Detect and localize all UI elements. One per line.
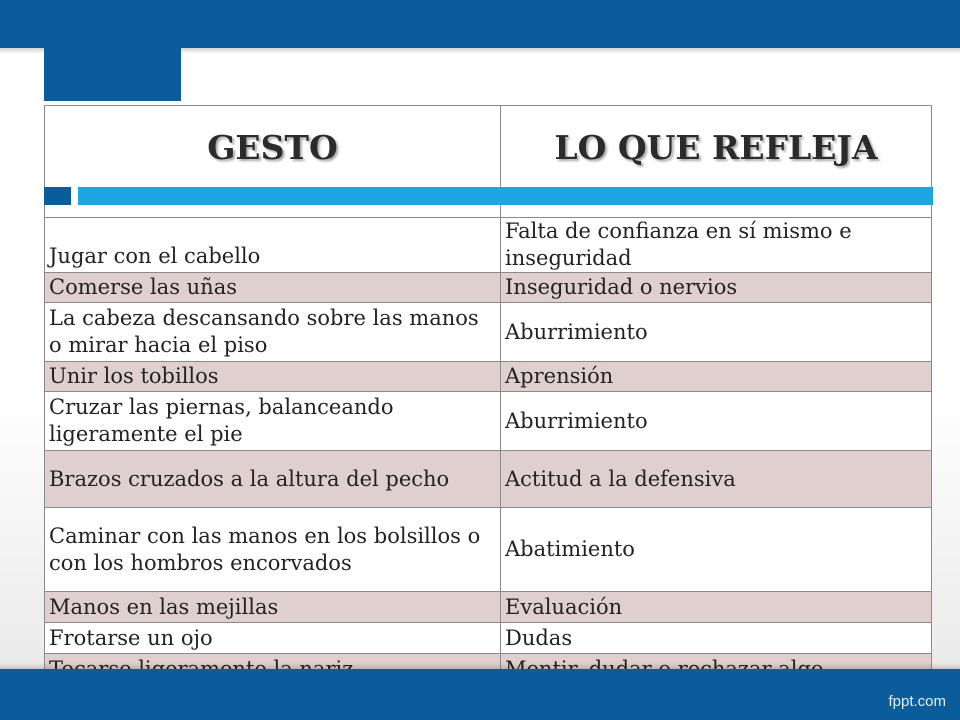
meaning-cell: Inseguridad o nervios <box>501 273 932 303</box>
meaning-cell: Evaluación <box>501 592 932 623</box>
gesture-cell: Brazos cruzados a la altura del pecho <box>45 451 501 508</box>
gesture-cell: Manos en las mejillas <box>45 592 501 623</box>
table-row <box>45 218 932 273</box>
table-row <box>45 508 932 592</box>
gesture-cell: Frotarse un ojo <box>45 623 501 654</box>
footer-brand: fppt.com <box>888 693 946 710</box>
corner-accent-block <box>44 0 181 101</box>
title-accent-line <box>78 187 933 205</box>
meaning-cell: Aburrimiento <box>501 392 932 451</box>
gesture-cell: Comerse las uñas <box>45 273 501 303</box>
gesture-cell: Caminar con las manos en los bolsillos o con los hombros encorvados <box>45 508 501 592</box>
meaning-cell: Falta de confianza en sí mismo e inseguridad <box>501 218 932 273</box>
table-row <box>45 623 932 654</box>
table-row <box>45 451 932 508</box>
table-row <box>45 592 932 623</box>
meaning-cell: Aburrimiento <box>501 303 932 362</box>
gesture-cell: Cruzar las piernas, balanceando ligeramente el pie <box>45 392 501 451</box>
gesture-cell: Jugar con el cabello <box>45 218 501 273</box>
title-accent-square <box>44 187 71 205</box>
footer-bar <box>0 669 960 720</box>
table-row <box>45 362 932 392</box>
table-row <box>45 392 932 451</box>
table-row <box>45 303 932 362</box>
table-row <box>45 273 932 303</box>
gesture-cell: La cabeza descansando sobre las manos o mirar hacia el piso <box>45 303 501 362</box>
meaning-cell: Aprensión <box>501 362 932 392</box>
header-gesture: GESTO <box>45 106 501 218</box>
meaning-cell: Dudas <box>501 623 932 654</box>
header-meaning: LO QUE REFLEJA <box>501 106 932 218</box>
meaning-cell: Actitud a la defensiva <box>501 451 932 508</box>
gesture-cell: Unir los tobillos <box>45 362 501 392</box>
meaning-cell: Abatimiento <box>501 508 932 592</box>
